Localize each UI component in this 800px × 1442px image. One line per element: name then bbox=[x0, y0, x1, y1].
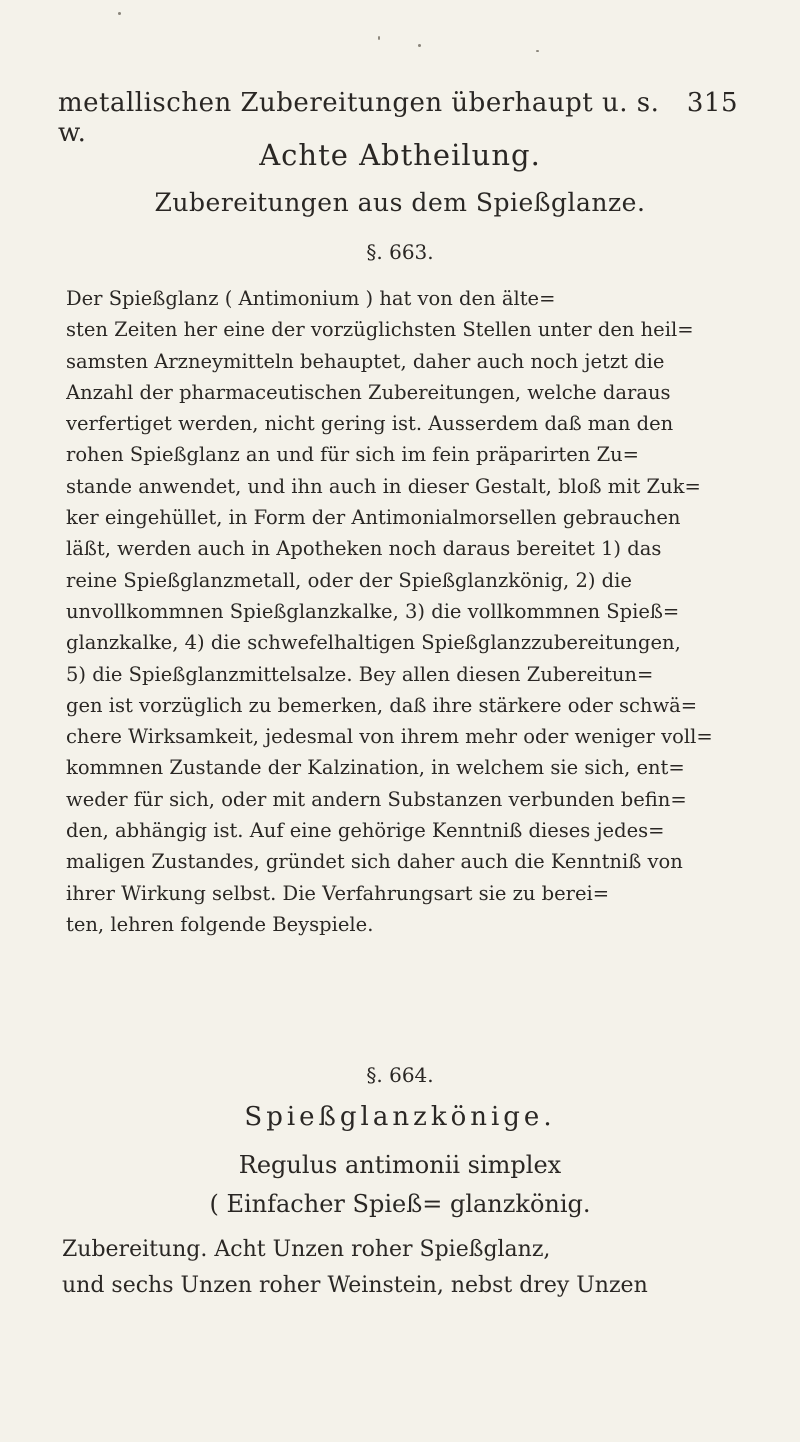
running-title: metallischen Zubereitungen überhaupt u. s. w. bbox=[58, 88, 660, 148]
text-line: stande anwendet, und ihn auch in dieser Gestalt, bloß mit Zuk= bbox=[66, 474, 701, 498]
text-line: reine Spießglanzmetall, oder der Spießglanzkönig, 2) die bbox=[66, 568, 632, 592]
text-line: rohen Spießglanz an und für sich im fein präparirten Zu= bbox=[66, 443, 640, 467]
page-number: 315 bbox=[686, 88, 738, 118]
latin-title: Regulus antimonii simplex bbox=[238, 1151, 562, 1179]
paragraph-number: §. 663. bbox=[366, 240, 434, 264]
text-line: ihrer Wirkung selbst. Die Verfahrungsart sie zu berei= bbox=[66, 881, 610, 905]
text-line: ten, lehren folgende Beyspiele. bbox=[66, 912, 374, 936]
paper-speck bbox=[378, 36, 380, 40]
text-line: ker eingehüllet, in Form der Antimonialmorsellen gebrauchen bbox=[66, 506, 681, 530]
body-paragraph bbox=[66, 283, 754, 940]
german-title: ( Einfacher Spieß= glanzkönig. bbox=[209, 1190, 591, 1218]
text-line: samsten Arzneymitteln behauptet, daher auch noch jetzt die bbox=[66, 349, 665, 373]
text-line: Der Spießglanz ( Antimonium ) hat von den älte= bbox=[66, 287, 556, 310]
subsection-heading: Spießglanzkönige. bbox=[244, 1102, 556, 1132]
text-line: kommnen Zustande der Kalzination, in welchem sie sich, ent= bbox=[66, 756, 685, 780]
text-line: und sechs Unzen roher Weinstein, nebst drey Unzen bbox=[62, 1273, 648, 1298]
text-line: 5) die Spießglanzmittelsalze. Bey allen diesen Zubereitun= bbox=[66, 662, 654, 686]
text-line: unvollkommnen Spießglanzkalke, 3) die vollkommnen Spieß= bbox=[66, 599, 680, 623]
text-line: sten Zeiten her eine der vorzüglichsten Stellen unter den heil= bbox=[66, 318, 694, 342]
text-line: gen ist vorzüglich zu bemerken, daß ihre stärkere oder schwä= bbox=[66, 693, 698, 717]
text-line: verfertiget werden, nicht gering ist. Ausserdem daß man den bbox=[66, 412, 674, 436]
text-line: den, abhängig ist. Auf eine gehörige Kenntniß dieses jedes= bbox=[66, 819, 665, 843]
text-line: chere Wirksamkeit, jedesmal von ihrem mehr oder weniger voll= bbox=[66, 725, 713, 749]
text-line: Zubereitung. Acht Unzen roher Spießglanz, bbox=[62, 1237, 551, 1262]
text-line: weder für sich, oder mit andern Substanzen verbunden befin= bbox=[66, 787, 687, 811]
preparation-paragraph bbox=[62, 1232, 762, 1304]
section-subtitle: Zubereitungen aus dem Spießglanze. bbox=[154, 188, 646, 217]
subsection-paragraph-number: §. 664. bbox=[366, 1063, 434, 1087]
text-line: maligen Zustandes, gründet sich daher auch die Kenntniß von bbox=[66, 850, 683, 874]
text-line: Anzahl der pharmaceutischen Zubereitungen, welche daraus bbox=[66, 380, 671, 404]
section-title: Achte Abtheilung. bbox=[259, 138, 541, 172]
paper-speck bbox=[536, 50, 539, 52]
text-line: läßt, werden auch in Apotheken noch daraus bereitet 1) das bbox=[66, 537, 662, 561]
paper-speck bbox=[118, 12, 121, 15]
paper-speck bbox=[418, 44, 421, 47]
text-line: glanzkalke, 4) die schwefelhaltigen Spießglanzzubereitungen, bbox=[66, 631, 681, 655]
